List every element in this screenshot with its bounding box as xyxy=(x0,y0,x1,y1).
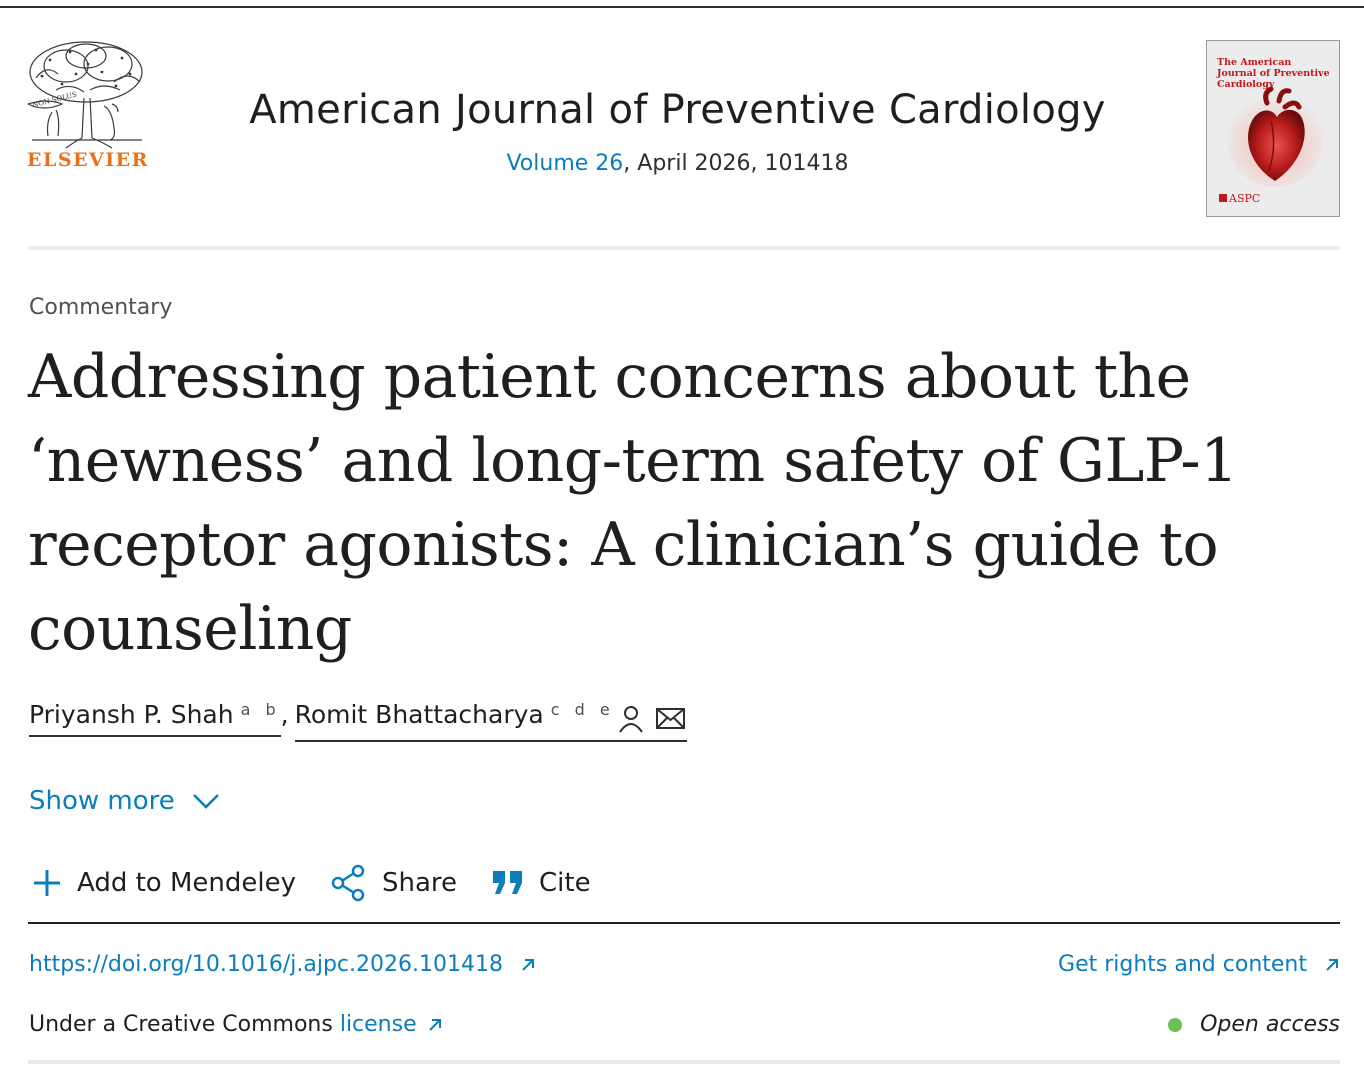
logo-motto: NON SOLUS xyxy=(31,90,78,110)
doi-link[interactable] xyxy=(29,952,536,977)
envelope-icon xyxy=(655,704,687,734)
corresponding-author-link[interactable] xyxy=(295,700,687,742)
article-actions xyxy=(31,864,625,902)
open-access-label: Open access xyxy=(1200,1012,1340,1037)
top-border xyxy=(0,6,1364,8)
cite-label: Cite xyxy=(539,868,591,898)
journal-title[interactable]: American Journal of Preventive Cardiology xyxy=(249,87,1106,133)
share-label: Share xyxy=(381,868,458,898)
external-link-arrow-icon xyxy=(427,1017,443,1033)
author-affiliations: a b xyxy=(240,700,281,719)
open-access-dot xyxy=(1168,1018,1182,1032)
plus-icon xyxy=(31,867,63,899)
license-line xyxy=(29,1012,443,1037)
author-name: Romit Bhattacharya xyxy=(294,700,544,729)
author-affiliations: c d e xyxy=(550,700,615,719)
add-to-mendeley-label: Add to Mendeley xyxy=(77,868,296,898)
author-separator: , xyxy=(280,700,289,729)
issue-details: , April 2026, 101418 xyxy=(623,151,849,176)
doi-text: https://doi.org/10.1016/j.ajpc.2026.101418 xyxy=(29,952,503,977)
volume-link[interactable]: Volume 26 xyxy=(506,151,624,176)
person-icon xyxy=(617,704,647,734)
license-prefix: Under a Creative Commons xyxy=(29,1012,340,1037)
get-rights-label: Get rights and content xyxy=(1058,952,1307,977)
header-divider xyxy=(28,246,1340,250)
volume-line xyxy=(0,151,1355,176)
get-rights-link[interactable] xyxy=(1058,952,1340,977)
add-to-mendeley-button[interactable] xyxy=(31,867,296,899)
chevron-down-icon xyxy=(191,791,221,811)
external-link-arrow-icon xyxy=(520,957,536,973)
cover-title: The American Journal of Preventive Cardiology xyxy=(1217,57,1330,90)
author-name: Priyansh P. Shah xyxy=(29,700,234,729)
article-title: Addressing patient concerns about the ‘newness’ and long-term safety of GLP-1 receptor agonists: A clinician’s guide to counseling xyxy=(28,342,1238,664)
license-link[interactable]: license xyxy=(340,1012,443,1037)
show-more-button[interactable] xyxy=(29,786,221,816)
quote-icon xyxy=(491,868,525,898)
heart-illustration xyxy=(1227,81,1323,191)
actions-divider xyxy=(28,922,1340,924)
article-type: Commentary xyxy=(29,295,173,320)
publisher-name: ELSEVIER xyxy=(27,149,149,171)
cite-button[interactable] xyxy=(491,868,591,898)
author-list xyxy=(29,700,687,744)
show-more-label: Show more xyxy=(29,786,175,816)
share-button[interactable] xyxy=(330,864,457,902)
cover-society-logo: ASPC xyxy=(1219,192,1260,205)
author-link[interactable] xyxy=(29,700,281,737)
external-link-arrow-icon xyxy=(1324,957,1340,973)
share-icon xyxy=(330,864,368,902)
open-access-badge xyxy=(1168,1012,1340,1037)
bottom-divider xyxy=(28,1060,1340,1064)
journal-cover-image[interactable] xyxy=(1206,40,1340,217)
